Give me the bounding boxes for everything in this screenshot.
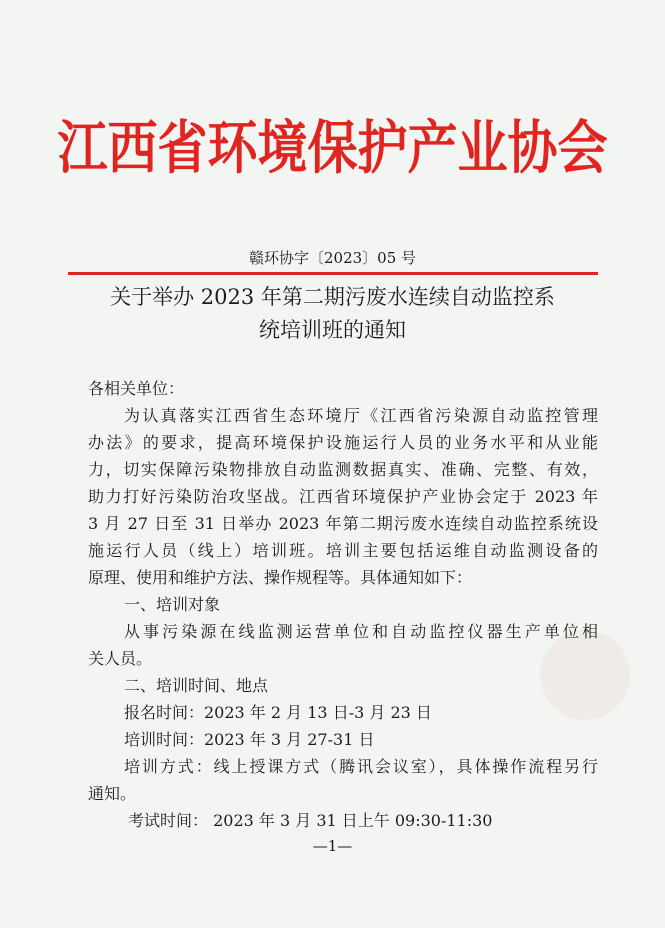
salutation: 各相关单位： bbox=[88, 379, 185, 398]
paragraph-line: 助力打好污染防治攻坚战。江西省环境保护产业协会定于 2023 年 bbox=[88, 487, 598, 506]
training-method: 培训方式：线上授课方式（腾讯会议室），具体操作流程另行 bbox=[124, 757, 598, 776]
exam-time: 考试时间： 2023 年 3 月 31 日上午 09:30-11:30 bbox=[128, 811, 493, 830]
section-heading: 二、培训时间、地点 bbox=[124, 676, 269, 695]
paragraph-line: 原理、使用和维护方法、操作规程等。具体通知如下： bbox=[88, 568, 473, 587]
red-divider-line bbox=[68, 272, 598, 275]
registration-time: 报名时间：2023 年 2 月 13 日-3 月 23 日 bbox=[124, 703, 432, 722]
document-number: 赣环协字〔2023〕05 号 bbox=[248, 249, 417, 267]
paragraph-line: 从事污染源在线监测运营单位和自动监控仪器生产单位相 bbox=[124, 622, 598, 641]
paragraph-line: 力，切实保障污染物排放自动监测数据真实、准确、完整、有效， bbox=[88, 460, 598, 479]
section-heading: 一、培训对象 bbox=[124, 595, 221, 614]
document-title bbox=[70, 281, 595, 347]
paragraph-line: 3 月 27 日至 31 日举办 2023 年第二期污废水连续自动监控系统设 bbox=[88, 514, 598, 533]
document-body bbox=[88, 375, 598, 834]
page-number: —1— bbox=[312, 837, 353, 855]
training-time: 培训时间：2023 年 3 月 27-31 日 bbox=[124, 730, 375, 749]
paragraph-line: 关人员。 bbox=[88, 649, 153, 668]
paragraph-line: 为认真落实江西省生态环境厅《江西省污染源自动监控管理 bbox=[124, 406, 598, 425]
title-line-2: 统培训班的通知 bbox=[259, 318, 406, 342]
paragraph-line: 通知。 bbox=[88, 784, 137, 803]
organization-header: 江西省环境保护产业协会 bbox=[57, 113, 608, 182]
paragraph-line: 办法》的要求，提高环境保护设施运行人员的业务水平和从业能 bbox=[88, 433, 598, 452]
title-line-1: 关于举办 2023 年第二期污废水连续自动监控系 bbox=[110, 285, 555, 309]
paragraph-line: 施运行人员（线上）培训班。培训主要包括运维自动监测设备的 bbox=[88, 541, 598, 560]
